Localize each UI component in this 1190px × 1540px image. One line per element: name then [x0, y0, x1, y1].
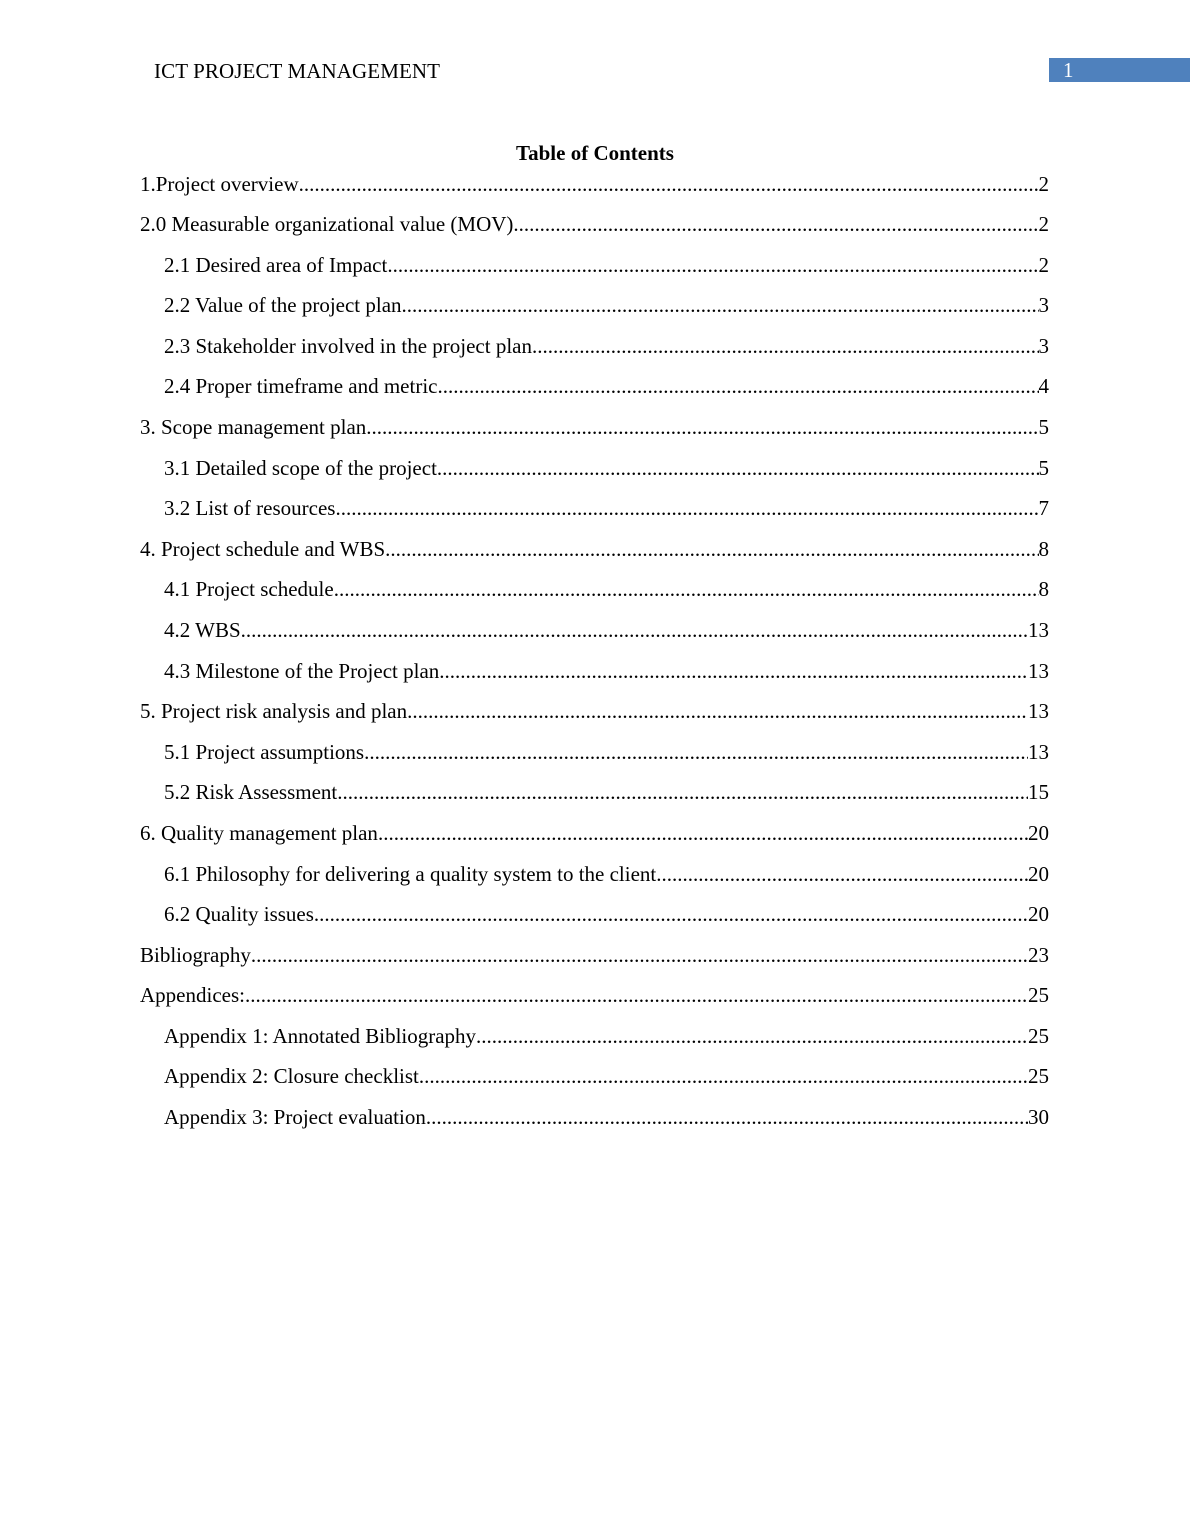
- toc-entry-page: 2: [1038, 252, 1049, 277]
- toc-entry-page: 15: [1028, 780, 1049, 805]
- toc-entry-text: 6. Quality management plan: [140, 820, 378, 845]
- toc-entry-text: 6.2 Quality issues: [164, 902, 314, 927]
- toc-entry[interactable]: [140, 1022, 1049, 1063]
- toc-dot-leader: [656, 860, 1028, 888]
- toc-dot-leader: [387, 251, 1038, 279]
- toc-dot-leader: [513, 210, 1038, 238]
- toc-entry[interactable]: [140, 981, 1049, 1022]
- toc-entry-text: 2.2 Value of the project plan: [164, 293, 402, 318]
- toc-entry-text: 5.2 Risk Assessment: [164, 780, 338, 805]
- toc-dot-leader: [245, 981, 1028, 1009]
- toc-entry[interactable]: [140, 860, 1049, 901]
- toc-entry-page: 7: [1038, 496, 1049, 521]
- toc-dot-leader: [476, 1022, 1028, 1050]
- toc-entry-page: 20: [1028, 820, 1049, 845]
- toc-entry-text: Appendix 3: Project evaluation: [164, 1105, 426, 1130]
- toc-entry-text: 2.0 Measurable organizational value (MOV): [140, 212, 514, 236]
- toc-entry-page: 3: [1038, 333, 1049, 358]
- toc-dot-leader: [532, 332, 1039, 360]
- toc-dot-leader: [366, 413, 1038, 441]
- toc-entry-page: 20: [1028, 861, 1049, 886]
- page-number: 1: [1063, 58, 1074, 82]
- toc-entry-text: 5. Project risk analysis and plan: [140, 699, 408, 724]
- toc-dot-leader: [407, 697, 1028, 725]
- toc-entry-text: 6.1 Philosophy for delivering a quality system to the client: [164, 861, 657, 886]
- toc-entry-page: 2: [1038, 172, 1049, 196]
- toc-entry[interactable]: [140, 291, 1049, 332]
- toc-entry[interactable]: [140, 332, 1049, 373]
- toc-entry-text: Appendices:: [140, 983, 245, 1008]
- toc-entry[interactable]: [140, 494, 1049, 535]
- toc-entry-page: 2: [1038, 212, 1049, 236]
- toc-entry[interactable]: [140, 170, 1049, 210]
- toc-dot-leader: [364, 738, 1028, 766]
- toc-entry[interactable]: [140, 616, 1049, 657]
- table-of-contents: [140, 170, 1049, 1144]
- toc-entry-text: 4.2 WBS: [164, 617, 241, 642]
- toc-entry[interactable]: [140, 941, 1049, 982]
- toc-entry[interactable]: [140, 819, 1049, 860]
- toc-heading: Table of Contents: [516, 141, 674, 165]
- toc-dot-leader: [314, 900, 1028, 928]
- toc-dot-leader: [426, 1103, 1028, 1131]
- toc-entry-text: 4.3 Milestone of the Project plan: [164, 658, 440, 683]
- toc-entry-page: 23: [1028, 942, 1049, 967]
- page-number-badge: [1049, 58, 1190, 82]
- toc-entry[interactable]: [140, 251, 1049, 292]
- toc-dot-leader: [299, 170, 1039, 198]
- toc-entry-page: 8: [1038, 577, 1049, 602]
- toc-entry-text: 2.1 Desired area of Impact: [164, 252, 388, 277]
- toc-dot-leader: [439, 657, 1028, 685]
- toc-entry-text: Appendix 2: Closure checklist: [164, 1064, 419, 1089]
- toc-dot-leader: [378, 819, 1028, 847]
- toc-entry-text: 2.4 Proper timeframe and metric: [164, 374, 438, 399]
- toc-dot-leader: [437, 372, 1038, 400]
- toc-entry[interactable]: [140, 1062, 1049, 1103]
- toc-entry-page: 25: [1028, 1064, 1049, 1089]
- toc-entry-page: 4: [1038, 374, 1049, 399]
- toc-entry-text: 3.1 Detailed scope of the project: [164, 455, 437, 480]
- toc-entry[interactable]: [140, 413, 1049, 454]
- toc-entry[interactable]: [140, 657, 1049, 698]
- toc-entry-text: 4.1 Project schedule: [164, 577, 334, 602]
- toc-entry-text: 3.2 List of resources: [164, 496, 336, 521]
- toc-entry[interactable]: [140, 575, 1049, 616]
- toc-entry-page: 13: [1028, 739, 1049, 764]
- toc-entry-text: 1.Project overview: [140, 172, 299, 196]
- toc-entry-text: Appendix 1: Annotated Bibliography: [164, 1023, 477, 1048]
- toc-entry-text: 3. Scope management plan: [140, 414, 367, 439]
- toc-entry-page: 3: [1038, 293, 1049, 318]
- toc-dot-leader: [241, 616, 1028, 644]
- toc-entry-text: 2.3 Stakeholder involved in the project plan: [164, 333, 532, 358]
- toc-entry-page: 13: [1028, 699, 1049, 724]
- toc-entry[interactable]: [140, 454, 1049, 495]
- toc-entry-text: 4. Project schedule and WBS: [140, 536, 386, 561]
- toc-entry-page: 25: [1028, 1023, 1049, 1048]
- toc-entry-text: Bibliography: [140, 942, 251, 967]
- toc-entry[interactable]: [140, 900, 1049, 941]
- toc-entry-page: 8: [1038, 536, 1049, 561]
- toc-entry[interactable]: [140, 778, 1049, 819]
- toc-dot-leader: [335, 494, 1038, 522]
- toc-dot-leader: [334, 575, 1039, 603]
- toc-dot-leader: [437, 454, 1039, 482]
- running-header-title: ICT PROJECT MANAGEMENT: [154, 59, 441, 83]
- toc-entry-page: 20: [1028, 902, 1049, 927]
- toc-entry-page: 13: [1028, 617, 1049, 642]
- toc-dot-leader: [251, 941, 1028, 969]
- toc-dot-leader: [402, 291, 1039, 319]
- toc-entry-page: 13: [1028, 658, 1049, 683]
- toc-dot-leader: [419, 1062, 1028, 1090]
- toc-entry[interactable]: [140, 1103, 1049, 1144]
- toc-entry-page: 25: [1028, 983, 1049, 1008]
- toc-dot-leader: [385, 535, 1038, 563]
- toc-entry-page: 5: [1038, 455, 1049, 480]
- toc-entry-text: 5.1 Project assumptions: [164, 739, 365, 764]
- toc-entry-page: 30: [1028, 1105, 1049, 1130]
- toc-dot-leader: [337, 778, 1028, 806]
- toc-entry-page: 5: [1038, 414, 1049, 439]
- toc-entry[interactable]: [140, 697, 1049, 738]
- toc-entry[interactable]: [140, 738, 1049, 779]
- toc-entry[interactable]: [140, 372, 1049, 413]
- toc-entry[interactable]: [140, 210, 1049, 251]
- toc-entry[interactable]: [140, 535, 1049, 576]
